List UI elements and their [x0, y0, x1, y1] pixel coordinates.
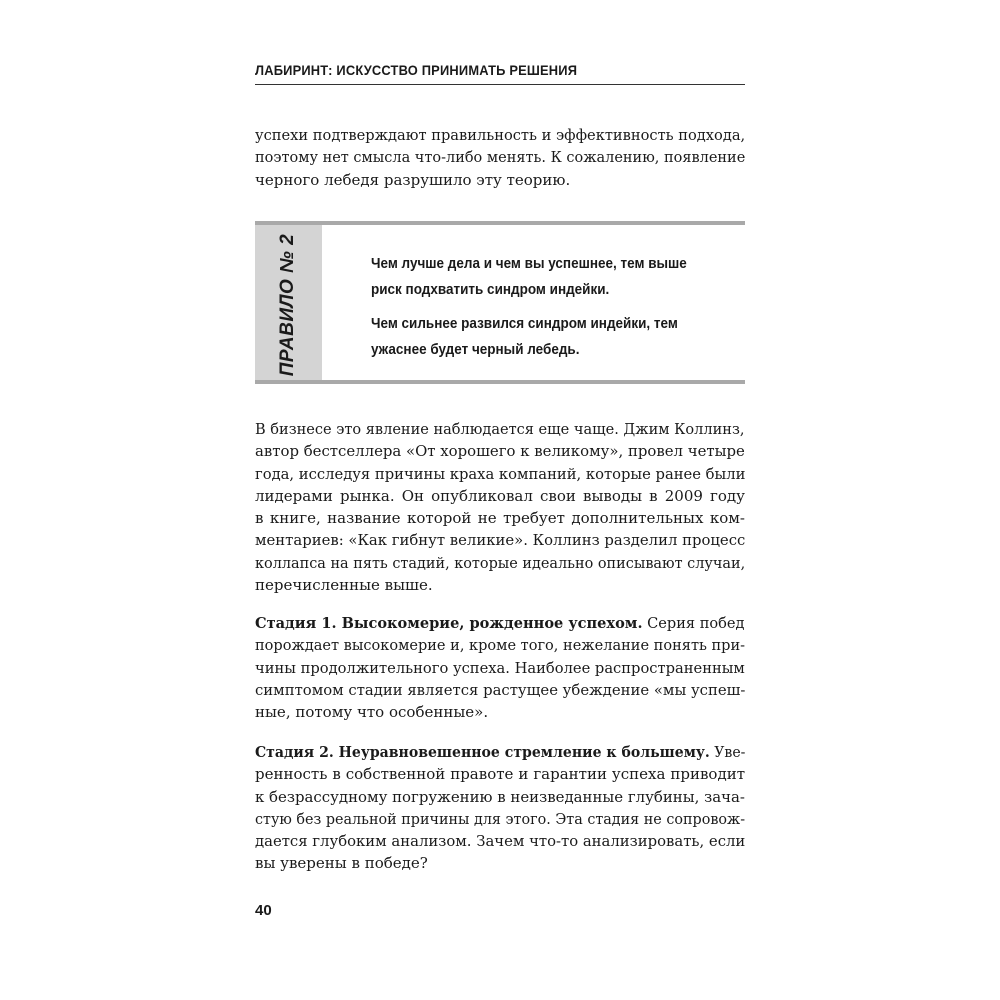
- intro-paragraph: [255, 124, 745, 191]
- running-title: ЛАБИРИНТ: ИСКУССТВО ПРИНИМАТЬ РЕШЕНИЯ: [255, 62, 578, 78]
- text-line: перечисленные выше.: [255, 576, 433, 595]
- text-line: ментариев: «Как гибнут великие». Коллинз разделил процесс: [255, 531, 746, 550]
- stage-1-first-line-rest: Серия побед: [642, 614, 745, 632]
- text-line: черного лебедя разрушило эту теорию.: [255, 170, 571, 189]
- header-rule: [255, 84, 745, 85]
- rule-callout: [255, 221, 745, 384]
- callout-bottom-bar: [255, 380, 745, 384]
- text-line: лидерами рынка. Он опубликовал свои выводы в 2009 году: [255, 486, 745, 505]
- text-line: симптомом стадии является растущее убеждение «мы успеш-: [255, 680, 746, 699]
- text-line: [255, 612, 745, 634]
- text-line: Чем лучше дела и чем вы успешнее, тем выше: [371, 255, 687, 272]
- stage-1-title: Стадия 1. Высокомерие, рожденное успехом.: [255, 614, 643, 632]
- rule-label: ПРАВИЛО № 2: [277, 233, 298, 377]
- text-line: ренность в собственной правоте и гарантии успеха приводит: [255, 765, 745, 784]
- text-line: к безрассудному погружению в неизведанные глубины, зача-: [255, 787, 745, 806]
- text-line: дается глубоким анализом. Зачем что-то анализировать, если: [255, 832, 746, 851]
- text-line: вы уверены в победе?: [255, 854, 428, 873]
- text-line: коллапса на пять стадий, которые идеально описывают случаи,: [255, 553, 746, 572]
- text-line: стую без реальной причины для этого. Эта стадия не сопровож-: [255, 809, 746, 828]
- page-number: 40: [255, 902, 272, 919]
- text-line: [255, 741, 746, 763]
- text-line: Чем сильнее развился синдром индейки, тем: [371, 315, 678, 332]
- stage-1-paragraph: [255, 612, 745, 723]
- text-line: года, исследуя причины краха компаний, которые ранее были: [255, 464, 746, 483]
- stage-2-title: Стадия 2. Неуравновешенное стремление к большему.: [255, 743, 710, 761]
- rule-statement-2: [371, 311, 731, 363]
- text-line: успехи подтверждают правильность и эффективность подхода,: [255, 126, 746, 144]
- text-line: чины продолжительного успеха. Наиболее распространенным: [255, 658, 745, 677]
- stage-2-first-line-rest: Уве-: [709, 743, 746, 761]
- text-line: риск подхватить синдром индейки.: [371, 281, 610, 298]
- text-line: порождает высокомерие и, кроме того, нежелание понять при-: [255, 636, 746, 655]
- collins-paragraph: [255, 418, 745, 596]
- stage-2-paragraph: [255, 741, 745, 875]
- callout-side-panel: [255, 225, 322, 380]
- text-line: в книге, название которой не требует дополнительных ком-: [255, 509, 745, 528]
- rule-statement-1: [371, 251, 731, 303]
- text-line: автор бестселлера «От хорошего к великому», провел четыре: [255, 442, 745, 461]
- text-line: ные, потому что особенные».: [255, 703, 489, 722]
- callout-top-bar: [255, 221, 745, 225]
- text-line: В бизнесе это явление наблюдается еще чаще. Джим Коллинз,: [255, 420, 745, 438]
- text-line: ужаснее будет черный лебедь.: [371, 341, 580, 358]
- text-line: поэтому нет смысла что-либо менять. К сожалению, появление: [255, 148, 746, 167]
